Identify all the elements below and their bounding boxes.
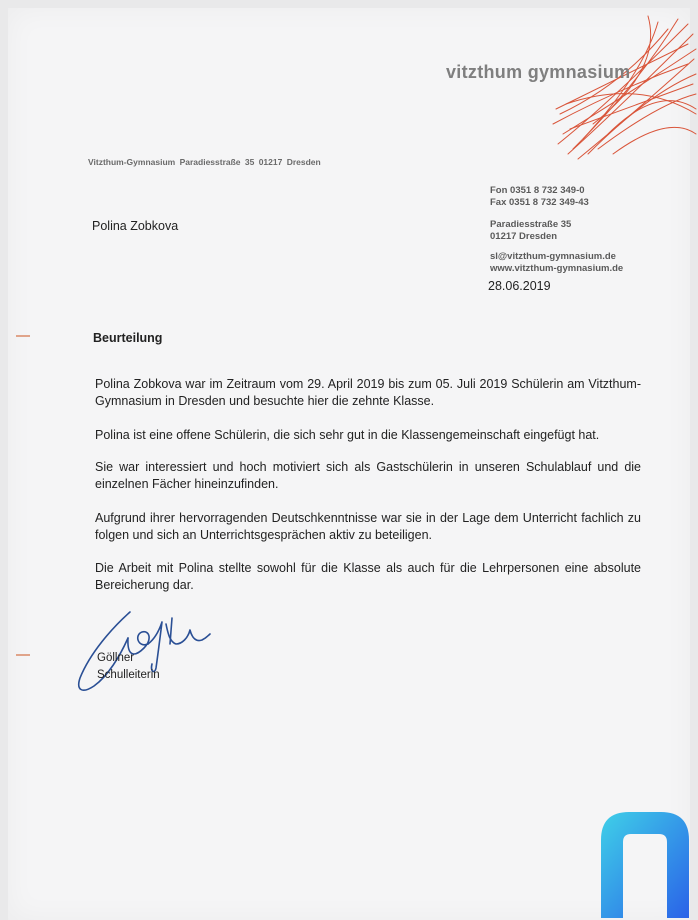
handwritten-signature-icon [72,608,222,703]
phone-number: Fon 0351 8 732 349-0 [490,185,585,196]
signatory-name: Göllner [97,652,135,664]
body-paragraph: Polina ist eine offene Schülerin, die sich sehr gut in die Klassengemeinschaft eingefügt hat. [95,428,600,442]
letter-heading: Beurteilung [93,331,163,345]
body-paragraph: Aufgrund ihrer hervorragenden Deutschkenntnisse war sie in der Lage dem Unterricht fachlich zu folgen und sich an Unterrichtsgesprächen aktiv zu beteiligen. [95,511,641,542]
letter-date: 28.06.2019 [488,279,551,293]
fold-mark [16,335,30,337]
recipient-name: Polina Zobkova [92,219,179,233]
signatory-role: Schulleiterin [97,669,160,681]
sender-address-line: Vitzthum-Gymnasium Paradiesstraße 35 01217 Dresden [88,157,321,167]
body-paragraph: Sie war interessiert und hoch motiviert sich als Gastschülerin in unseren Schulablauf und die einzelnen Fächer hineinzufinden. [95,460,641,491]
city-address: 01217 Dresden [490,231,558,242]
email-address: sl@vitzthum-gymnasium.de [490,251,616,262]
school-logo-icon [548,14,698,164]
fold-mark [16,654,30,656]
school-name: vitzthum gymnasium [446,62,631,82]
body-paragraph: Die Arbeit mit Polina stellte sowohl für die Klasse als auch für die Lehrpersonen eine absolute Bereicherung dar. [95,561,641,592]
letter-page [8,8,690,920]
body-paragraph: Polina Zobkova war im Zeitraum vom 29. April 2019 bis zum 05. Juli 2019 Schülerin am Vitzthum-Gymnasium in Dresden und besuchte hier die zehnte Klasse. [95,377,641,408]
street-address: Paradiesstraße 35 [490,219,572,230]
blue-arch-brand-icon [599,810,691,918]
website-address: www.vitzthum-gymnasium.de [490,263,624,274]
fax-number: Fax 0351 8 732 349-43 [490,197,589,208]
